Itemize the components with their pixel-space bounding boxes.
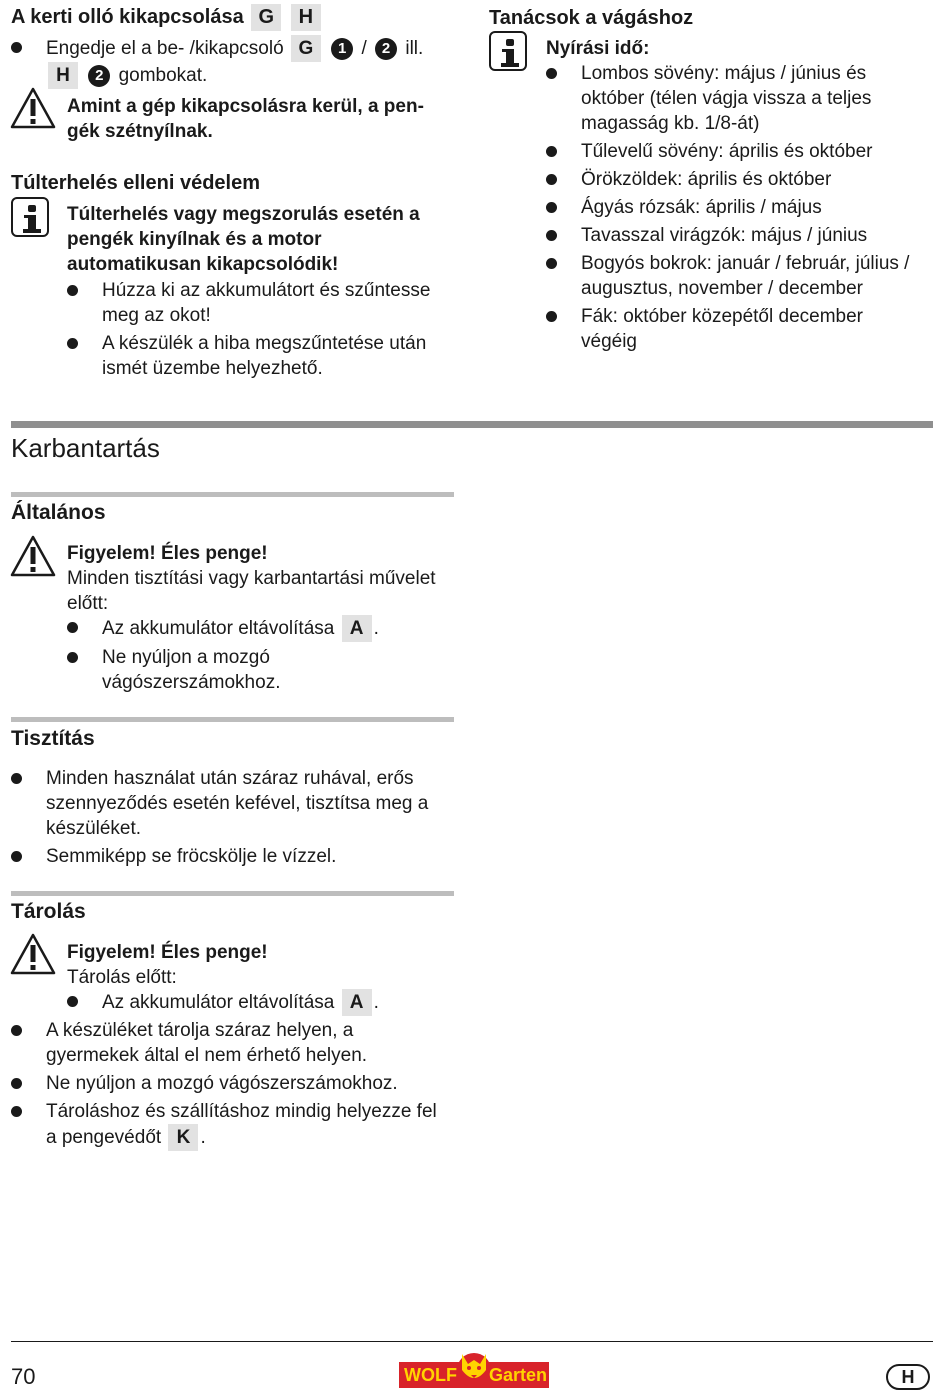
cutting-time-subtitle: Nyírási idő: bbox=[546, 38, 650, 59]
key-k: K bbox=[168, 1124, 198, 1151]
general-title: Általános bbox=[11, 501, 106, 524]
cutting-time-list bbox=[546, 61, 936, 357]
number-1-icon: 1 bbox=[331, 38, 353, 60]
list-item: Bogyós bokrok: január / február, július / augusztus, november / december bbox=[546, 251, 936, 301]
info-icon bbox=[11, 197, 49, 237]
list-item: Ne nyúljon a mozgó vágószerszámokhoz. bbox=[11, 1071, 456, 1096]
warning-icon bbox=[10, 87, 56, 129]
section-divider bbox=[11, 421, 933, 428]
key-g: G bbox=[251, 4, 281, 31]
list-item: Ágyás rózsák: április / május bbox=[546, 195, 936, 220]
number-2-icon: 2 bbox=[88, 65, 110, 87]
switch-off-title: A kerti olló kikapcsolása G H bbox=[11, 4, 456, 31]
wolf-head-icon bbox=[456, 1348, 492, 1388]
overload-list bbox=[67, 278, 457, 384]
list-item: Fák: október közepétől december végéig bbox=[546, 304, 936, 354]
storage-title: Tárolás bbox=[11, 900, 86, 923]
overload-info: Túlterhelés vagy megszorulás esetén a pengék kinyílnak és a motor automatikusan kikapcsolódik! bbox=[67, 204, 420, 275]
logo-wolf-text: WOLF bbox=[404, 1365, 457, 1385]
cleaning-title: Tisztítás bbox=[11, 727, 95, 750]
logo-garten-text: Garten bbox=[489, 1365, 548, 1385]
subsection-divider bbox=[11, 717, 454, 722]
footer-divider bbox=[11, 1341, 933, 1342]
key-h: H bbox=[291, 4, 321, 31]
storage-sublist bbox=[67, 989, 457, 1019]
wolf-garten-logo bbox=[399, 1348, 549, 1390]
storage-list bbox=[11, 1018, 456, 1154]
switch-off-section bbox=[11, 4, 456, 92]
list-item: Tűlevelű sövény: április és október bbox=[546, 139, 936, 164]
list-item: Tároláshoz és szállításhoz mindig helyezze fel a pengevédőt K . bbox=[11, 1099, 456, 1151]
key-a: A bbox=[342, 615, 372, 642]
subsection-divider bbox=[11, 492, 454, 497]
number-2-icon: 2 bbox=[375, 38, 397, 60]
list-item: Minden használat után száraz ruhával, erős szennyeződés esetén kefével, tisztítsa meg a készüléket. bbox=[11, 766, 456, 841]
switch-off-warning: Amint a gép kikapcsolásra kerül, a pen- gék szétnyílnak. bbox=[67, 96, 424, 142]
list-item: Az akkumulátor eltávolítása A . bbox=[67, 989, 457, 1016]
general-list bbox=[67, 615, 457, 698]
list-item: Az akkumulátor eltávolítása A . bbox=[67, 615, 457, 642]
country-badge: H bbox=[886, 1364, 930, 1390]
list-item: A készülék a hiba megszűntetése után ismét üzembe helyezhető. bbox=[67, 331, 457, 381]
info-icon bbox=[489, 31, 527, 71]
list-item: Ne nyúljon a mozgó vágószerszámokhoz. bbox=[67, 645, 457, 695]
list-item: A készüléket tárolja száraz helyen, a gyermekek által el nem érhető helyen. bbox=[11, 1018, 456, 1068]
key-a: A bbox=[342, 989, 372, 1016]
general-warning: Figyelem! Éles penge! Minden tisztítási vagy karbantartási művelet előtt: bbox=[67, 543, 436, 614]
list-item: Húzza ki az akkumulátort és szűntesse meg az okot! bbox=[67, 278, 457, 328]
list-item: Engedje el a be- /kikapcsoló G 1 / 2 ill. H 2 gombokat. bbox=[11, 35, 456, 89]
cleaning-list bbox=[11, 766, 456, 872]
list-item: Tavasszal virágzók: május / június bbox=[546, 223, 936, 248]
maintenance-title: Karbantartás bbox=[11, 433, 160, 463]
cutting-tips-title: Tanácsok a vágáshoz bbox=[489, 7, 694, 29]
list-item: Örökzöldek: április és október bbox=[546, 167, 936, 192]
list-item: Lombos sövény: május / június és október (télen vágja vissza a teljes magasság kb. 1/8-át) bbox=[546, 61, 936, 136]
subsection-divider bbox=[11, 891, 454, 896]
list-item: Semmiképp se fröcskölje le vízzel. bbox=[11, 844, 456, 869]
overload-title: Túlterhelés elleni védelem bbox=[11, 172, 260, 194]
warning-icon bbox=[10, 933, 56, 975]
warning-icon bbox=[10, 535, 56, 577]
storage-warning: Figyelem! Éles penge! Tárolás előtt: bbox=[67, 942, 268, 988]
page-number: 70 bbox=[11, 1364, 36, 1389]
